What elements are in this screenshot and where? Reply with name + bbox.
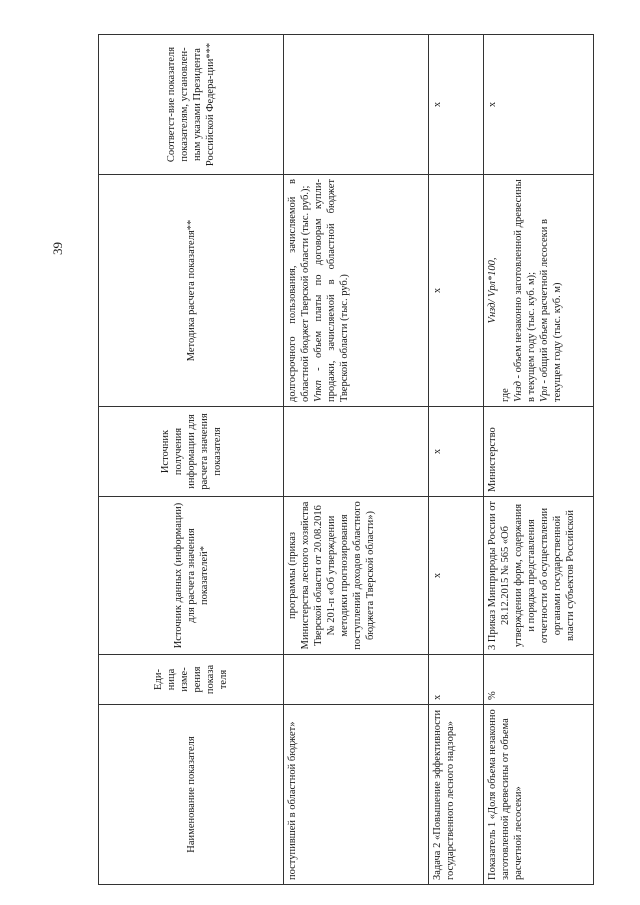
- page-number: 39: [50, 242, 65, 255]
- header-data-source: Источник данных (информации) для расчета значения показателей*: [99, 497, 284, 655]
- table-header-row: [99, 35, 284, 885]
- row3-var2-desc: - общий объем расчетной лесосеки в текущем году (тыс. куб. м): [539, 219, 563, 402]
- indicator-table-wrapper: [98, 35, 593, 885]
- row3-formula: Vнзд/ Vрл*100,: [487, 257, 498, 324]
- row3-var2: Vрл: [539, 386, 550, 402]
- header-method: Методика расчета показателя**: [99, 175, 284, 407]
- row2-unit: х: [429, 655, 484, 705]
- row2-data-source: х: [429, 497, 484, 655]
- table-row: [429, 35, 484, 885]
- row1-name: поступившей в областной бюджет»: [284, 705, 429, 885]
- row3-where: где: [500, 388, 511, 402]
- row1-method-text2: - объем платы по договорам купли-продажи, зачисляемой в областной бюджет Тверской области (тыс. руб.): [313, 178, 350, 402]
- row2-method: х: [429, 175, 484, 407]
- row1-data-source: программы (приказ Министерства лесного хозяйства Тверской области от 20.08.2016 № 201-п «Об утверждении методики прогнозирования поступлений доходов областного бюджета Тверской области»): [284, 497, 429, 655]
- row2-name: Задача 2 «Повышение эффективности государственного лесного надзора»: [429, 705, 484, 885]
- header-compliance: Соответст-вие показателя показателям, установлен-ным указами Президента Российской Федера-ции***: [99, 35, 284, 175]
- row3-name: Показатель 1 «Доля объема незаконно заготовленной древесины от объема расчетной лесосеки»: [484, 705, 594, 885]
- row1-method-variable: Vпкп: [313, 380, 324, 402]
- row1-info-source: [284, 407, 429, 497]
- row1-unit: [284, 655, 429, 705]
- row2-compliance: х: [429, 35, 484, 175]
- row3-data-source: 3 Приказ Минприроды России от 28.12.2015 № 565 «Об утверждении форм, содержания и порядка представления отчетности об осуществлении органами государственной власти субъектов Российской: [484, 497, 594, 655]
- table-row: [484, 35, 594, 885]
- header-unit: Еди-ница изме-рения показа теля: [99, 655, 284, 705]
- indicator-table: [98, 34, 594, 885]
- row3-info-source: Министерство: [484, 407, 594, 497]
- row2-info-source: х: [429, 407, 484, 497]
- row1-compliance: [284, 35, 429, 175]
- row3-compliance: х: [484, 35, 594, 175]
- header-info-source: Источник получения информации для расчета значения показателя: [99, 407, 284, 497]
- row1-method-text1: долгосрочного пользования, зачисляемой в областной бюджет Тверской области (тыс. руб.);: [287, 179, 311, 402]
- row3-unit: %: [484, 655, 594, 705]
- row3-method: [484, 175, 594, 407]
- row3-var1-desc: - объем незаконно заготовленной древесины в текущем году (тыс. куб. м);: [513, 179, 537, 402]
- table-row: [284, 35, 429, 885]
- row3-var1: Vнзд: [513, 381, 524, 402]
- row1-method: [284, 175, 429, 407]
- header-indicator-name: Наименование показателя: [99, 705, 284, 885]
